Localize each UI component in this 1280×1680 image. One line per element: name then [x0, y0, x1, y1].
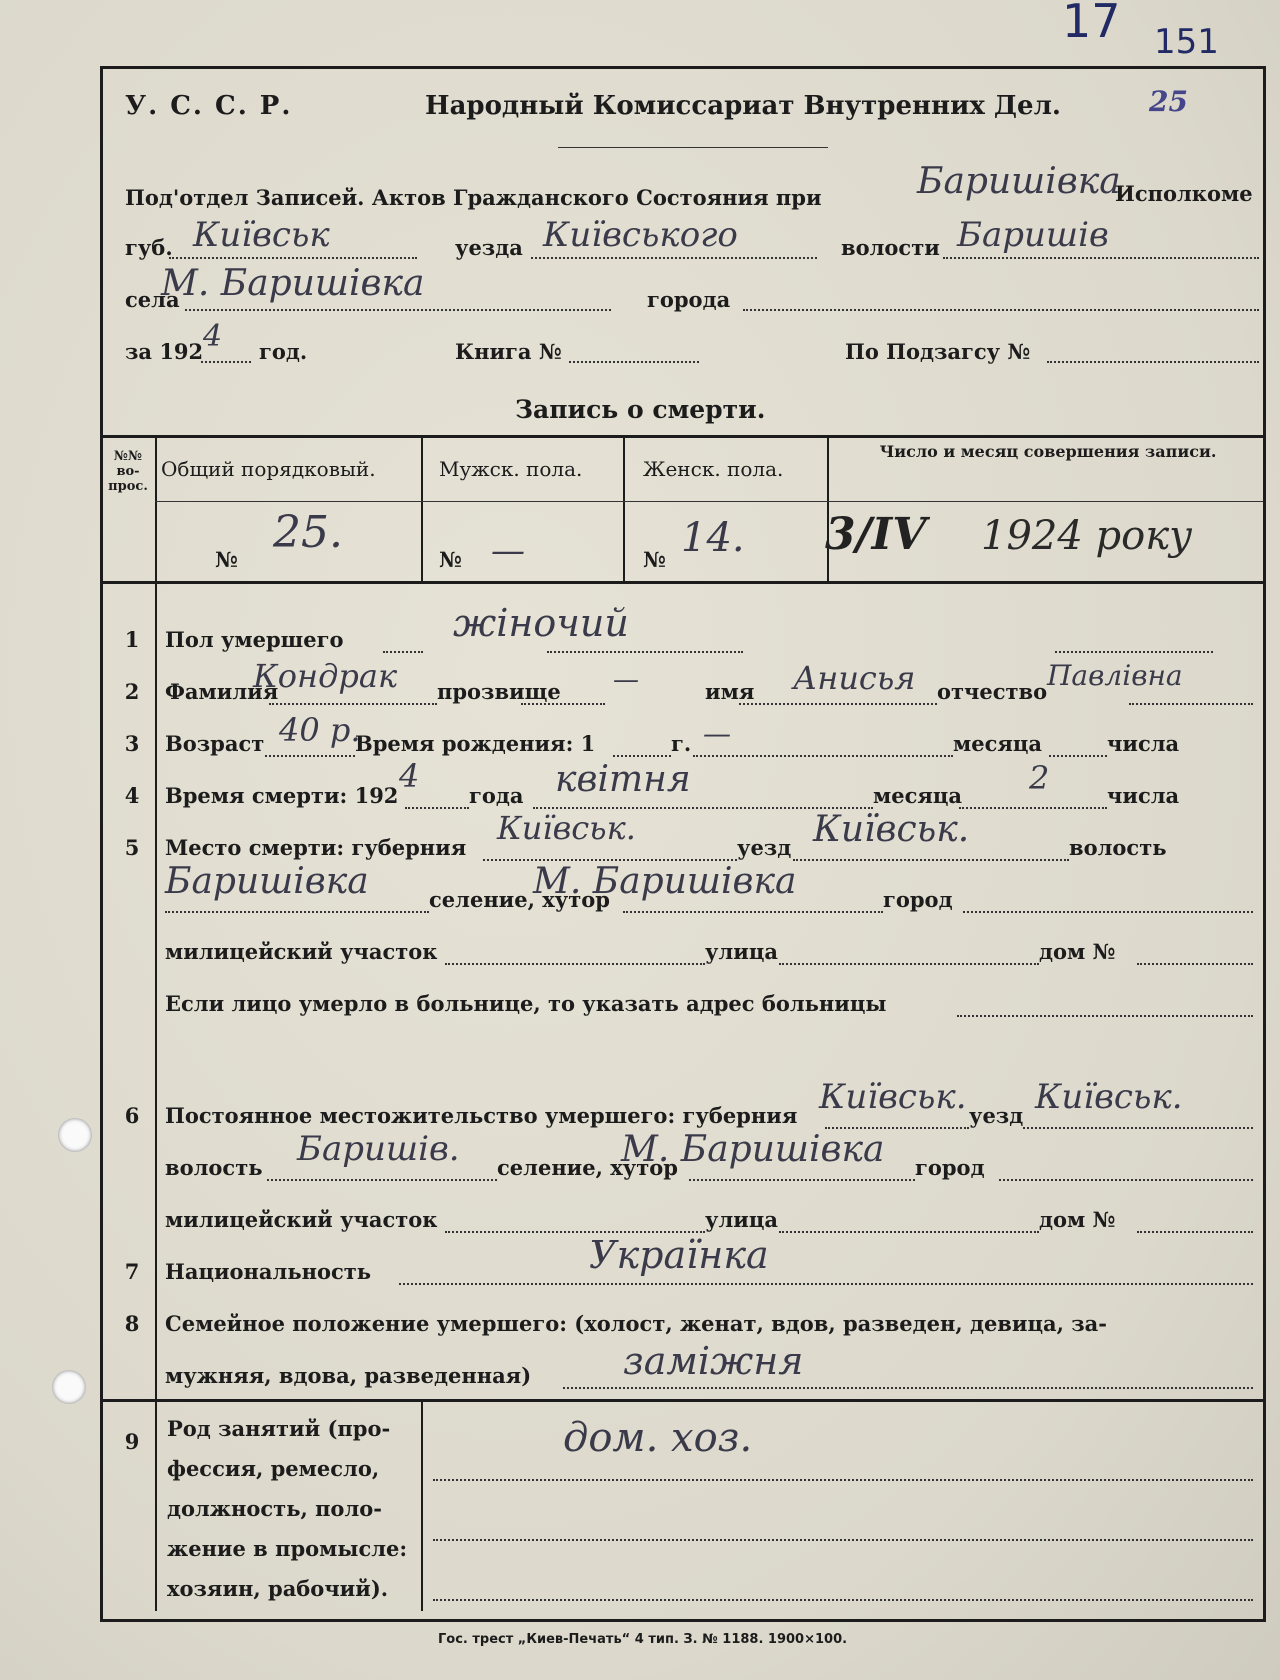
field-label: Постоянное местожительство умершего: губерния [165, 1103, 798, 1128]
field-label: уезд [969, 1103, 1024, 1128]
field-label: дом № [1039, 1207, 1116, 1232]
row-number-4: 4 [124, 783, 140, 808]
form-frame [100, 66, 1266, 1622]
field-label: улица [705, 1207, 778, 1232]
handwritten-page-number: 25 [1149, 85, 1188, 118]
handwritten-entry: Київськ. [497, 809, 636, 847]
occupation-line: хозяин, рабочий). [167, 1576, 389, 1601]
handwritten-entry: Павлівна [1047, 659, 1183, 692]
grid-col3-header: Женск. пола. [643, 457, 784, 481]
row-number-7: 7 [124, 1259, 140, 1284]
handwritten-entry: Київськ. [1035, 1077, 1183, 1117]
field-label: г. [671, 731, 692, 756]
field-label: селение, хутор [497, 1155, 678, 1180]
archive-number-small: 151 [1154, 22, 1219, 62]
gorod-label: города [647, 287, 731, 312]
field-label: Время рождения: 1 [355, 731, 596, 756]
handwritten-entry: Київськ. [819, 1077, 967, 1117]
handwritten-occupation: дом. хоз. [563, 1415, 753, 1461]
printer-footer: Гос. трест „Киев-Печать“ 4 тип. З. № 1188. 1900×100. [438, 1632, 848, 1647]
handwritten-year-digit: 4 [203, 319, 223, 354]
field-label: Национальность [165, 1259, 372, 1284]
handwritten-entry: заміжня [623, 1339, 804, 1383]
archive-number-big: 17 [1062, 0, 1121, 48]
year-label: за 192 [125, 339, 204, 364]
grid-num-sign-2: № [439, 547, 462, 572]
handwritten-subdept-place: Баришівка [917, 161, 1121, 202]
field-label: Время смерти: 192 [165, 783, 399, 808]
handwritten-entry: Баришівка [165, 861, 369, 902]
field-label: прозвище [437, 679, 561, 704]
field-label: Семейное положение умершего: (холост, женат, вдов, разведен, девица, за- [165, 1311, 1107, 1336]
handwritten-guberniya: Київськ [193, 215, 330, 255]
field-label: Фамилия [165, 679, 279, 704]
field-label: Пол умершего [165, 627, 344, 652]
field-label: уезд [737, 835, 792, 860]
field-label: числа [1107, 783, 1180, 808]
row-number-6: 6 [124, 1103, 140, 1128]
grid-num-sign-1: № [215, 547, 238, 572]
uezd-label: уезда [455, 235, 523, 260]
handwritten-male-count: — [491, 531, 525, 571]
handwritten-serial: 25. [273, 507, 343, 558]
field-label: месяца [953, 731, 1043, 756]
occupation-line: должность, поло- [167, 1496, 382, 1521]
handwritten-volost: Баришів [957, 215, 1109, 255]
handwritten-entry: Кондрак [253, 657, 398, 695]
punch-hole-bottom [52, 1370, 86, 1404]
field-label: Место смерти: губерния [165, 835, 467, 860]
handwritten-entry: 40 р. [279, 711, 361, 749]
field-label: имя [705, 679, 755, 704]
row-number-5: 5 [124, 835, 140, 860]
handwritten-entry: М. Баришівка [533, 861, 797, 902]
volost-label: волости [841, 235, 940, 260]
handwritten-entry: — [703, 717, 731, 750]
grid-col0-header: №№ во- прос. [108, 449, 148, 494]
subdept-suffix: Исполкоме [1115, 181, 1253, 206]
header-ussr: У. С. С. Р. [125, 91, 293, 121]
year-suffix: год. [259, 339, 308, 364]
occupation-label [167, 1409, 413, 1609]
handwritten-entry: жіночий [453, 601, 629, 645]
field-label: волость [1069, 835, 1167, 860]
guberniya-label: губ. [125, 235, 173, 260]
field-label: дом № [1039, 939, 1116, 964]
handwritten-entry: М. Баришівка [621, 1129, 885, 1170]
book-label: Книга № [455, 339, 562, 364]
handwritten-entry: — [613, 665, 639, 695]
grid-col4-header: Число и месяц совершения записи. [879, 442, 1217, 461]
field-label: мужняя, вдова, разведенная) [165, 1363, 532, 1388]
subregistry-label: По Подзагсу № [845, 339, 1031, 364]
field-label: месяца [873, 783, 963, 808]
handwritten-entry: Баришів. [297, 1129, 460, 1169]
grid-num-sign-3: № [643, 547, 666, 572]
field-label: город [883, 887, 953, 912]
field-label: числа [1107, 731, 1180, 756]
row-number-3: 3 [124, 731, 140, 756]
header-nkvd: Народный Комиссариат Внутренних Дел. [425, 91, 1061, 121]
row-number-9: 9 [124, 1429, 140, 1454]
selo-label: села [125, 287, 180, 312]
row-number-2: 2 [124, 679, 140, 704]
field-label: улица [705, 939, 778, 964]
handwritten-record-day: 3/IV [825, 509, 927, 560]
field-label: Возраст [165, 731, 265, 756]
field-label: Если лицо умерло в больнице, то указать адрес больницы [165, 991, 887, 1016]
grid-col2-header: Мужск. пола. [439, 457, 583, 481]
handwritten-entry: Українка [589, 1233, 769, 1277]
handwritten-female-count: 14. [681, 515, 745, 561]
field-label: отчество [937, 679, 1048, 704]
grid-col1-header: Общий порядковый. [161, 457, 376, 481]
form-title: Запись о смерти. [515, 395, 766, 424]
field-label: город [915, 1155, 985, 1180]
occupation-line: фессия, ремесло, [167, 1456, 380, 1481]
field-label: года [469, 783, 524, 808]
field-label: милицейский участок [165, 1207, 438, 1232]
field-label: милицейский участок [165, 939, 438, 964]
field-label: селение, хутор [429, 887, 610, 912]
subdept-label: Под'отдел Записей. Актов Гражданского Состояния при [125, 185, 822, 210]
handwritten-entry: квітня [555, 759, 691, 800]
field-label: волость [165, 1155, 263, 1180]
occupation-line: Род занятий (про- [167, 1416, 391, 1441]
handwritten-entry: Київськ. [813, 809, 970, 850]
handwritten-record-year: 1924 року [981, 513, 1193, 559]
row-number-1: 1 [124, 627, 140, 652]
handwritten-entry: 2 [1029, 759, 1050, 797]
row-number-8: 8 [124, 1311, 140, 1336]
handwritten-entry: 4 [399, 757, 420, 795]
punch-hole-top [58, 1118, 92, 1152]
handwritten-uezd: Київського [543, 215, 738, 255]
handwritten-entry: Анисья [793, 659, 916, 697]
handwritten-selo: М. Баришівка [161, 263, 425, 304]
occupation-line: жение в промысле: [167, 1536, 408, 1561]
